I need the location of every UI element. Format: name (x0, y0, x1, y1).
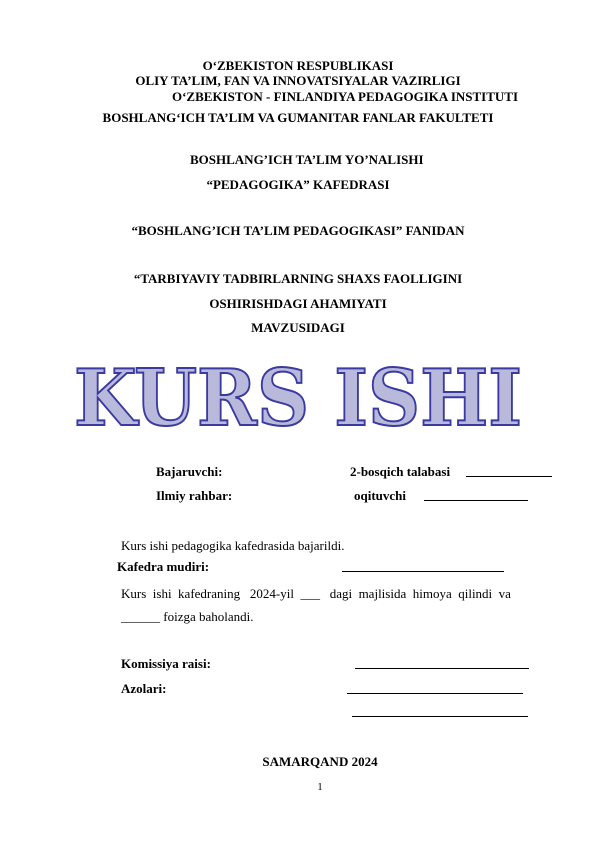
topic-line-2: OSHIRISHDAGI AHAMIYATI (209, 296, 387, 311)
members-label: Azolari: (121, 681, 167, 696)
head-of-department-label: Kafedra mudiri: (117, 559, 210, 574)
document-type-text: KURS ISHI (74, 355, 522, 435)
topic-line-3: MAVZUSIDAGI (251, 320, 345, 335)
page-number: 1 (317, 781, 323, 793)
member-line-1 (347, 693, 523, 694)
performer-label: Bajaruvchi: (156, 464, 223, 479)
performer-value: 2-bosqich talabasi (350, 464, 451, 479)
department-title: “PEDAGOGIKA” KAFEDRASI (206, 177, 390, 192)
header-line-ministry: OLIY TA’LIM, FAN VA INNOVATSIYALAR VAZIRLIGI (135, 73, 461, 88)
performer-name-line (466, 476, 552, 477)
completion-text: Kurs ishi pedagogika kafedrasida bajarildi. (121, 538, 345, 553)
defense-text-line-2: ______ foizga baholandi. (121, 609, 254, 624)
member-line-2 (352, 716, 528, 717)
subject-title: “BOSHLANG’ICH TA’LIM PEDAGOGIKASI” FANIDAN (131, 223, 465, 238)
direction-title: BOSHLANG’ICH TA’LIM YO’NALISHI (190, 152, 424, 167)
head-of-department-line (342, 571, 504, 572)
commission-chair-label: Komissiya raisi: (121, 656, 211, 671)
header-line-faculty: BOSHLANG‘ICH TA’LIM VA GUMANITAR FANLAR FAKULTETI (102, 110, 494, 125)
defense-text-line-1: Kurs ishi kafedraning 2024-yil ___ dagi majlisida himoya qilindi va (121, 586, 511, 601)
header-line-republic: O‘ZBEKISTON RESPUBLIKASI (202, 58, 394, 73)
supervisor-value: oqituvchi (354, 488, 407, 503)
commission-chair-line (355, 668, 529, 669)
header-line-institute: O‘ZBEKISTON - FINLANDIYA PEDAGOGIKA INSTITUTI (171, 89, 519, 104)
footer-city-year: SAMARQAND 2024 (262, 754, 378, 769)
supervisor-name-line (424, 500, 528, 501)
supervisor-label: Ilmiy rahbar: (156, 488, 233, 503)
topic-line-1: “TARBIYAVIY TADBIRLARNING SHAXS FAOLLIGINI (133, 271, 463, 286)
document-type-title (0, 355, 596, 435)
